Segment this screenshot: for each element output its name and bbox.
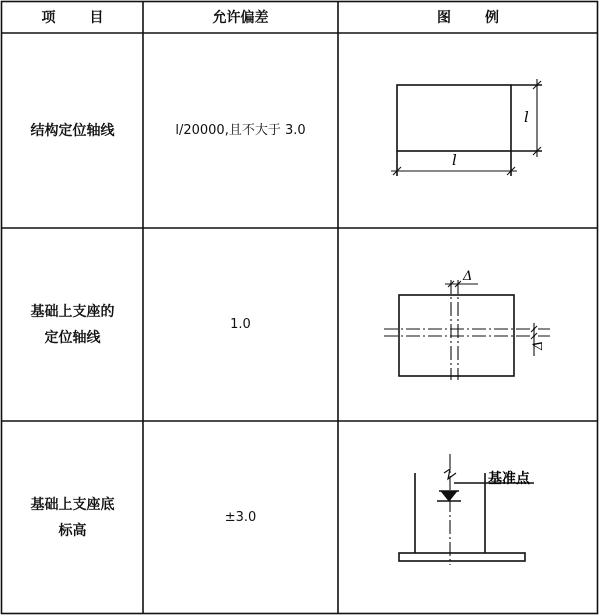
row1-item: 结构定位轴线: [30, 122, 115, 139]
row3-figure: [338, 421, 598, 614]
row1-figure: [338, 33, 598, 228]
header-figure: [338, 2, 598, 33]
axis-rectangle: [397, 85, 511, 151]
row2-item-line-2: 定位轴线: [44, 329, 101, 346]
row3-item: [2, 421, 143, 614]
header-item-char-2: 目: [89, 9, 104, 26]
length-label: l: [452, 151, 457, 169]
row2-item-line-1: 基础上支座的: [30, 303, 115, 320]
width-label: l: [524, 108, 529, 126]
row2-figure: [338, 228, 598, 421]
row1-tolerance: l/20000,且不大于 3.0: [175, 122, 306, 138]
top-delta-label: Δ: [463, 269, 473, 284]
right-delta-label: Δ: [531, 340, 546, 350]
row3-item-line-2: 标高: [58, 522, 87, 539]
row2-tolerance: 1.0: [230, 316, 251, 332]
header-figure-char-2: 例: [485, 9, 499, 26]
base-plate: [399, 553, 525, 561]
header-figure-char-1: 图: [437, 9, 451, 26]
datum-point-label: 基准点: [488, 471, 530, 487]
header-tolerance: 允许偏差: [212, 9, 269, 26]
header-item-char-1: 项: [41, 9, 56, 26]
row2-item: [2, 228, 143, 421]
row3-tolerance: ±3.0: [224, 509, 257, 525]
row3-item-line-1: 基础上支座底: [30, 496, 115, 513]
header-item: [2, 2, 143, 33]
